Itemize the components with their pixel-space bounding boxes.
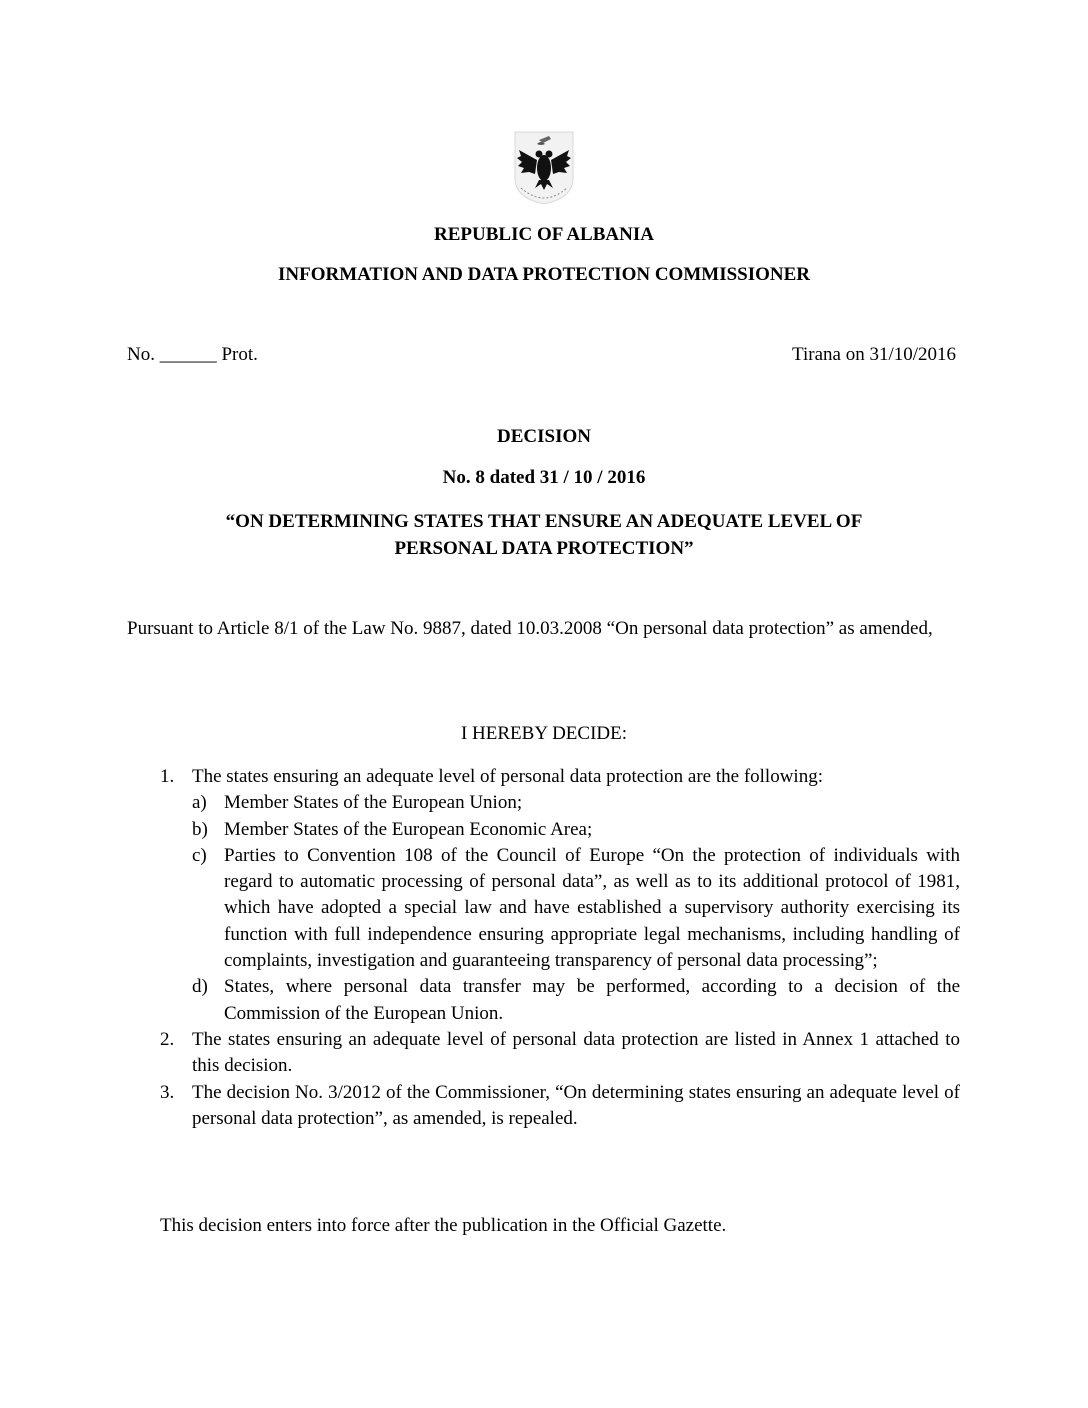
decision-label: DECISION: [497, 426, 591, 447]
item-text: The decision No. 3/2012 of the Commissioner, “On determining states ensuring an adequate level of personal data protection”, as amended, is repealed.: [192, 1081, 960, 1129]
albania-coat-of-arms-icon: [511, 128, 577, 206]
item-number: 1.: [160, 766, 175, 787]
entry-into-force-statement: This decision enters into force after the publication in the Official Gazette.: [160, 1215, 727, 1236]
sub-item-text: States, where personal data transfer may be performed, according to a decision of the Commission of the European Union.: [224, 976, 960, 1024]
decision-title-line: PERSONAL DATA PROTECTION”: [394, 538, 694, 559]
decision-title: [150, 508, 938, 562]
list-item: [160, 1080, 960, 1133]
decision-items-list: [160, 764, 960, 1132]
legal-basis-paragraph: Pursuant to Article 8/1 of the Law No. 9887, dated 10.03.2008 “On personal data protection” as amended,: [127, 618, 933, 639]
sub-item-letter: b): [192, 818, 208, 840]
place-and-date: Tirana on 31/10/2016: [792, 344, 956, 365]
country-heading: REPUBLIC OF ALBANIA: [434, 224, 654, 245]
sub-item-text: Parties to Convention 108 of the Council of Europe “On the protection of individuals with regard to automatic processing of personal data”, as well as to its additional protocol of 1981, which have adopted a special law and have established a supervisory authority exercising its function with full independence ensuring appropriate legal mechanisms, including handling of complaints, investigation and guaranteeing transparency of personal data processing”;: [224, 844, 960, 972]
decision-number: No. 8 dated 31 / 10 / 2016: [442, 467, 646, 488]
sub-list-item: [192, 790, 960, 816]
sub-list-item: [192, 817, 960, 843]
item-number: 3.: [160, 1081, 175, 1103]
decision-title-line: “ON DETERMINING STATES THAT ENSURE AN ADEQUATE LEVEL OF: [225, 511, 863, 532]
sub-list-item: [192, 843, 960, 974]
sub-item-letter: d): [192, 976, 208, 998]
sub-item-letter: c): [192, 844, 207, 866]
institution-heading: INFORMATION AND DATA PROTECTION COMMISSIONER: [277, 264, 811, 285]
protocol-number: No. ______ Prot.: [127, 344, 258, 365]
sub-item-text: Member States of the European Union;: [224, 792, 523, 814]
item-text: The states ensuring an adequate level of personal data protection are the following:: [192, 766, 823, 787]
item-number: 2.: [160, 1028, 175, 1050]
sub-item-letter: a): [192, 792, 207, 814]
list-item: [160, 764, 960, 1027]
sub-item-text: Member States of the European Economic Area;: [224, 818, 593, 840]
item-text: The states ensuring an adequate level of personal data protection are listed in Annex 1 attached to this decision.: [192, 1028, 960, 1077]
hereby-decide-heading: I HEREBY DECIDE:: [460, 723, 628, 744]
sub-list-item: [192, 974, 960, 1027]
list-item: [160, 1027, 960, 1080]
